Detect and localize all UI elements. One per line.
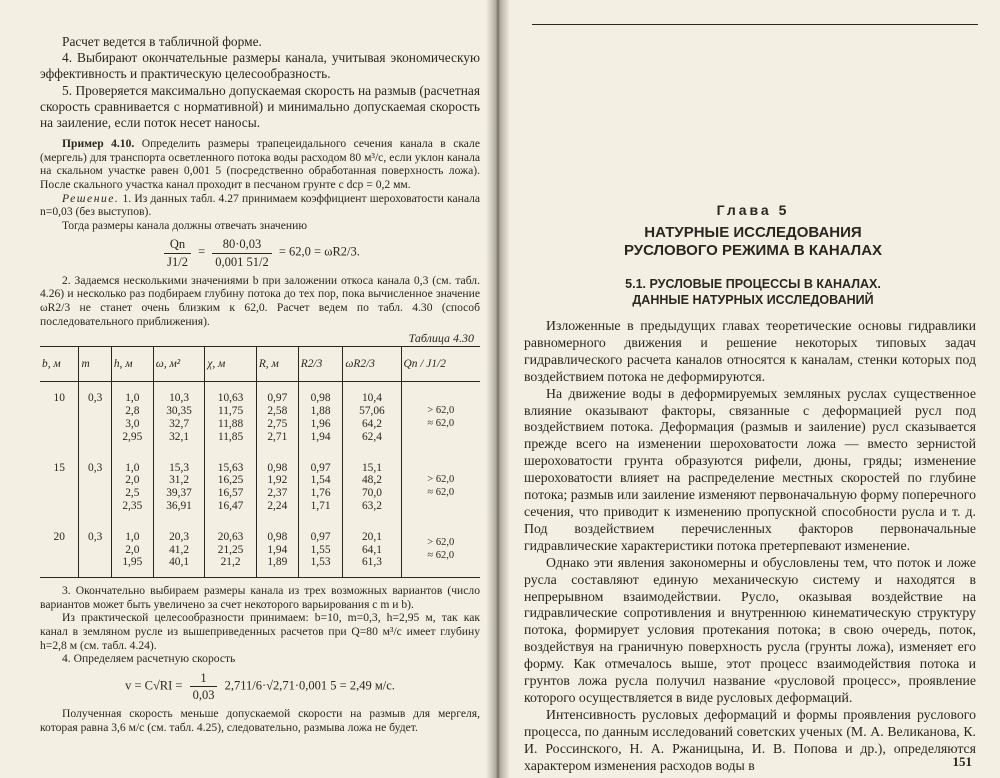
table-cell [153,382,205,452]
table-comparison: > 62,0 [427,405,455,417]
example-paragraph [40,137,480,191]
table-value: 2,24 [267,499,288,512]
table-value: 0,97 [310,530,331,543]
table-value: 16,47 [217,499,244,512]
table-cell [298,452,343,521]
chapter-label: Глава 5 [716,202,790,218]
table-cell [256,452,298,521]
table-value: 2,71 [267,430,288,443]
table-comparison: > 62,0 [427,537,455,549]
table-value: 11,75 [217,405,244,418]
table-cell [401,452,480,521]
solution-text: 1. Из данных табл. 4.27 принимаем коэффициент шероховатости канала n=0,03 (без выступов). [40,191,480,219]
then-text: Тогда размеры канала должны отвечать значению [62,218,307,232]
table-value: 11,88 [217,417,244,430]
table-header-cell: R2/3 [298,347,343,382]
table-value: 1,88 [310,405,331,418]
table-value: 1,92 [267,474,288,487]
table-value: 0,97 [267,392,288,405]
table-row [40,521,480,578]
table-value: 20,1 [361,530,382,543]
table-cell [256,382,298,452]
table-value: 40,1 [169,556,190,569]
table-caption: Таблица 4.30 [408,331,474,346]
table-cell [153,521,205,578]
table-cell [153,452,205,521]
table-cell: 10 [53,392,65,405]
table-value: 15,3 [169,461,190,474]
table-value: 70,0 [361,487,382,500]
table-value: 1,55 [310,543,331,556]
paragraph: Интенсивность русловых деформаций и формы проявления руслового процесса, по данным исследований советских ученых (М. А. Великанова, К. И. Россинского, Н. А. Ржаницына, И. В. Попова и др.), определяются характером изменения расходов воды в [524,706,976,773]
solution-paragraph [40,192,480,219]
page-number: 151 [952,754,972,769]
formula-2-fraction: $\frac{1}{0,03}$ [190,670,218,703]
table-cell [111,452,153,521]
table-value: 16,57 [217,487,244,500]
table-value: 41,2 [169,543,190,556]
step-4: 4. Определяем расчетную скорость [62,652,236,666]
formula-1-result: = 62,0 = ωR2/3. [278,244,360,259]
table-value: 1,96 [310,417,331,430]
table-value: 2,0 [125,474,140,487]
table-cell [401,521,480,578]
table-value: 57,06 [359,405,385,418]
table-value: 32,7 [169,417,190,430]
table-body [40,382,480,578]
top-rule [532,24,978,25]
table-value: 61,3 [361,556,382,569]
table-cell: 0,3 [79,452,111,521]
table-header-row [40,347,480,382]
results-table [40,346,480,578]
table-cell [111,382,153,452]
table-value: 0,98 [267,530,288,543]
table-value: 36,91 [166,499,192,512]
table-value: 2,0 [125,543,140,556]
example-title: Пример 4.10. [62,137,135,151]
table-value: 11,85 [217,430,244,443]
table-value: 63,2 [361,499,382,512]
right-page-body [524,318,976,774]
section-title-line-1: 5.1. РУСЛОВЫЕ ПРОЦЕССЫ В КАНАЛАХ. [625,277,881,291]
table-value: 15,63 [217,461,244,474]
table-cell [205,521,257,578]
table-cell: 20 [40,521,79,578]
table-value: 2,58 [267,405,288,418]
paragraph: На движение воды в деформируемых земляных руслах существенное влияние оказывают факторы, связанные с деформацией русл под воздействием потока. Деформация (размыв и заиление) русл сказывается прежде всего на изменении шероховатости ложа — вместо зернистой шероховатости грунта образуются рифели, дюны, гряды; изменение шероховатости влияет на распределение местных скоростей по глубине потока; размыв или заиление изменяют первоначальную форму поперечного сечения, что приводит к изменению пропускной способности русла и т. д. Под воздействием перечисленных факторов первоначальные гидравлические характеристики потока претерпевают изменение. [524,385,976,553]
table-value: 16,25 [217,474,244,487]
table-cell: 0,3 [79,382,111,452]
table-header-cell: R, м [256,347,298,382]
table-comparison: > 62,0 [427,474,455,486]
table-value: 1,94 [267,543,288,556]
table-value: 20,63 [217,530,244,543]
table-cell: 0,3 [79,521,111,578]
table-cell [343,521,401,578]
table-value: 2,8 [125,405,140,418]
table-value: 30,35 [166,405,192,418]
table-comparison: ≈ 62,0 [427,417,455,429]
table-cell [343,382,401,452]
table-value: 32,1 [169,430,190,443]
formula-1: $\frac{Qn}{J1/2}$ = $\frac{80\cdot 0,03}{0,001 51/2}$ = 62,0 = ωR2/3. [40,236,480,269]
table-header-cell: b, м [40,347,79,382]
chapter-title-line-1: НАТУРНЫЕ ИССЛЕДОВАНИЯ [644,224,862,241]
final-paragraph: Полученная скорость меньше допускаемой скорости на размыв для мергеля, которая равна 3,6 м/с (см. табл. 4.25), следовательно, размыва ложа не будет. [40,707,480,734]
table-value: 3,0 [125,417,140,430]
table-value: 1,94 [310,430,331,443]
table-row [40,452,480,521]
table-value: 0,97 [310,461,331,474]
paragraph: Расчет ведется в табличной форме. [62,34,262,49]
table-value: 10,4 [361,392,382,405]
table-cell: 15 [53,461,65,474]
table-value: 31,2 [169,474,190,487]
left-page-body [40,34,480,734]
table-value: 62,4 [361,430,382,443]
paragraph: Однако эти явления закономерны и обусловлены тем, что поток и ложе русла составляют единую механическую систему и находятся в непрерывном взаимодействии. Русло, оказывая воздействие на гидравлические сопротивления и внутреннюю кинематическую структуру потока, формирует условия протекания потока; в свою очередь, поток, воздействуя на граничную поверхность русла (грунты ложа), изменяет его форму. Как отмечалось выше, этот процесс взаимодействия потока и грунтов ложа русла получил название «русловой процесс», проявление которого осуществляется в виде русловых деформаций. [524,554,976,705]
table-cell [256,521,298,578]
paragraph: 4. Выбирают окончательные размеры канала, учитывая экономическую эффективность и практическую целесообразность. [40,50,480,82]
table-value: 1,53 [310,556,331,569]
table-cell [343,452,401,521]
table-value: 1,54 [310,474,331,487]
paragraph: Изложенные в предыдущих главах теоретические основы гидравлики равномерного движения и решение некоторых типовых задач гидравлического расчета каналов относятся к каналам, стенки которых под воздействием потока не деформируются. [524,318,976,384]
right-page [506,0,1000,778]
chapter-title-line-2: РУСЛОВОГО РЕЖИМА В КАНАЛАХ [623,242,883,259]
formula-2: v = C√RI = $\frac{1}{0,03}$ 2,711/6·√2,71·0,001 5 = 2,49 м/с. [125,670,395,702]
table-value: 1,76 [310,487,331,500]
chapter-title [506,224,1000,260]
table-value: 1,71 [310,499,331,512]
table-value: 39,37 [166,487,192,500]
table-value: 64,1 [361,543,382,556]
table-value: 10,3 [169,392,190,405]
example-text: Определить размеры трапецеидального сечения канала в скале (мергель) для транспорта осветленного потока воды расходом 80 м³/с, если уклон канала на скальном участке равен 0,001 5 (посредственно обработанная поверхность ложа). После скального участка канал проходит в песчаном грунте с dср = 0,2 мм. [40,137,480,191]
table-value: 21,2 [220,556,241,569]
table-cell [205,452,257,521]
table-value: 10,63 [217,392,244,405]
table-cell [205,382,257,452]
table-comparison: ≈ 62,0 [427,549,455,561]
table-value: 1,95 [122,556,143,569]
formula-1-right-fraction: $\frac{80\cdot 0,03}{0,001 51/2}$ [212,236,271,269]
table-value: 2,95 [122,430,143,443]
table-cell [298,382,343,452]
step-3b: Из практической целесообразности принимаем: b=10, m=0,3, h=2,95 м, так как канал в земляном русле из вышеприведенных расчетов при Q=80 м³/с имеет глубину h=2,8 м (см. табл. 4.24). [40,611,480,652]
table-header-cell: χ, м [205,347,257,382]
table-value: 1,0 [125,392,140,405]
step-3: 3. Окончательно выбираем размеры канала из трех возможных вариантов (число вариантов может быть увеличено за счет некоторого варьирования с m и b). [40,584,480,611]
table-value: 2,35 [122,499,143,512]
section-title-line-2: ДАННЫЕ НАТУРНЫХ ИССЛЕДОВАНИЙ [632,293,874,307]
table-comparison: ≈ 62,0 [427,487,455,499]
table-value: 21,25 [217,543,244,556]
solution-label: Решение. [62,191,120,205]
table-value: 64,2 [361,417,382,430]
table-cell [111,521,153,578]
formula-1-left-fraction: $\frac{Qn}{J1/2}$ [164,236,191,269]
table-value: 15,1 [361,461,382,474]
table-header-cell: ωR2/3 [343,347,401,382]
table-cell [401,382,480,452]
left-page [0,0,490,778]
table-value: 1,0 [125,530,140,543]
table-header-cell: ω, м² [153,347,205,382]
table-header-cell: m [79,347,111,382]
table-header-cell: Qn / J1/2 [401,347,480,382]
table-value: 1,89 [267,556,288,569]
step-2: 2. Задаемся несколькими значениями b при заложении откоса канала 0,3 (см. табл. 4.26) и несколько раз подбираем глубину потока до тех пор, пока вычисленное значение ωR2/3 не станет очень близким к 62,0. Расчет ведем по табл. 4.30 (способ последовательного приближения). [40,273,480,328]
table-value: 0,98 [310,392,331,405]
table-value: 1,0 [125,461,140,474]
table-value: 2,37 [267,487,288,500]
table-value: 48,2 [361,474,382,487]
table-value: 2,5 [125,487,140,500]
paragraph: 5. Проверяется максимально допускаемая скорость на размыв (расчетная скорость сравнивается с нормативной) и минимально допускаемая скорость на заиление, если поток несет наносы. [40,82,480,131]
table-value: 0,98 [267,461,288,474]
table-header-cell: h, м [111,347,153,382]
table-row [40,382,480,452]
table-value: 20,3 [169,530,190,543]
table-value: 2,75 [267,417,288,430]
table-cell [298,521,343,578]
section-title [506,276,1000,308]
